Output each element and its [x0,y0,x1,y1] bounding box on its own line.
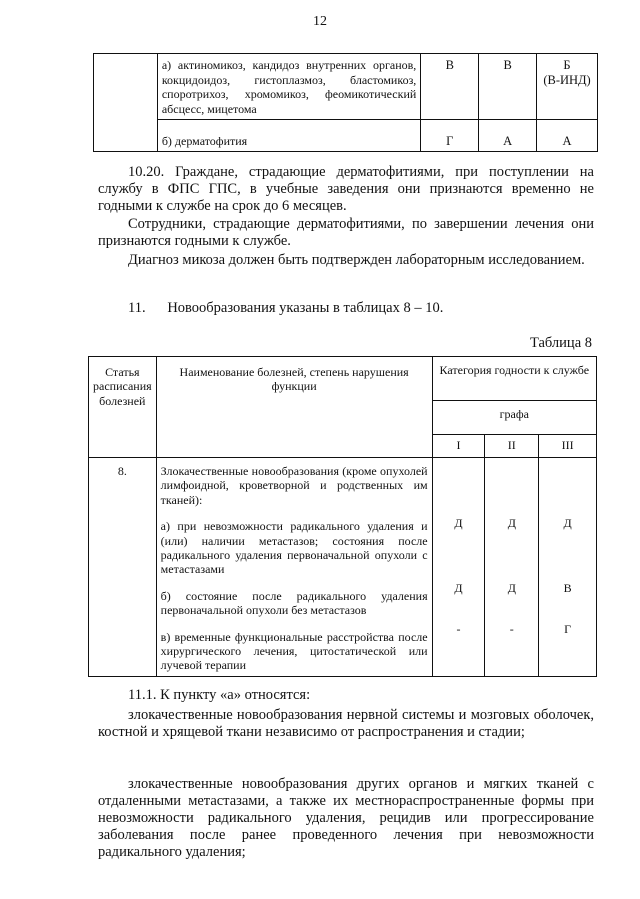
table-header-row [89,357,597,401]
table-8 [88,356,597,677]
table-8-caption: Таблица 8 [529,335,592,351]
category-value: - [456,622,461,636]
category-col-2 [485,458,539,677]
disease-text-a: а) актиномикоз, кандидоз внутренних органов, кокцидоидоз, гистоплазмоз, бластомикоз, споротрихоз, хромомикоз, феомикотический абсцесс, мицетома [157,54,420,120]
category-value: Д [507,581,516,595]
disease-item-a: а) при невозможности радикального удаления и (или) наличии метастазов; состояния после радикального удаления первоначальной опухоли с метастазами [160,519,428,577]
table-row [89,458,597,677]
category-col-1: Г [421,119,479,151]
disease-description [156,458,432,677]
header-col-1: I [432,435,485,458]
section-11-1-paragraph-2: злокачественные новообразования других органов и мягких тканей с отдаленными метастазами, а также их местнораспространенные формы при невозможности радикального удаления, рецидив или прогрессирование заболевания после ранее проведенного лечения при невозможности радикального удаления; [98,776,594,860]
category-value: - [509,622,514,636]
category-col-1: В [421,54,479,120]
paragraph-10-20: 10.20. Граждане, страдающие дерматофитиями, при поступлении на службу в ФПС ГПС, в учебные заведения они признаются временно не годными к службе на срок до 6 месяцев. [98,164,594,214]
article-number: 8. [89,458,157,677]
category-col-2: В [479,54,537,120]
article-cell-empty [94,54,158,152]
disease-item-c: в) временные функциональные расстройства после хирургического лечения, цитостатической или лучевой терапии [160,629,428,673]
category-value: Д [563,516,572,530]
page-number: 12 [313,14,327,29]
header-article: Статья расписания болезней [89,357,157,458]
header-category: Категория годности к службе [432,357,596,401]
paragraph-diagnosis: Диагноз микоза должен быть подтвержден лабораторным исследованием. [128,252,585,268]
category-value: Д [454,581,463,595]
paragraph-11: 11. Новообразования указаны в таблицах 8 – 10. [128,300,444,316]
category-col-3 [539,458,597,677]
category-value: Д [507,516,516,530]
category-col-2: А [479,119,537,151]
disease-text-b: б) дерматофития [157,119,420,151]
section-11-1-heading: 11.1. К пункту «а» относятся: [128,687,311,703]
category-value-note: (В-ИНД) [543,73,591,87]
disease-item-b: б) состояние после радикального удаления первоначальной опухоли без метастазов [160,588,428,618]
table-row [94,54,598,120]
mycoses-table-continuation [93,53,598,152]
category-value: Б [563,58,571,72]
header-disease-name: Наименование болезней, степень нарушения функции [156,357,432,458]
category-col-3: А [537,119,598,151]
section-11-1-paragraph-1: злокачественные новообразования нервной системы и мозговых оболочек, костной и хрящевой ткани независимо от распространения и стадии; [98,707,594,740]
header-col-3: III [539,435,597,458]
category-value: В [563,581,572,595]
header-grafa: графа [432,401,596,435]
category-value: Д [454,516,463,530]
header-col-2: II [485,435,539,458]
category-col-3 [537,54,598,120]
disease-intro: Злокачественные новообразования (кроме опухолей лимфоидной, кроветворной и родственных им тканей): [160,464,428,507]
category-value: Г [564,622,572,636]
category-col-1 [432,458,485,677]
table-row [94,119,598,151]
paragraph-staff: Сотрудники, страдающие дерматофитиями, по завершении лечения они признаются годными к службе. [98,216,594,249]
